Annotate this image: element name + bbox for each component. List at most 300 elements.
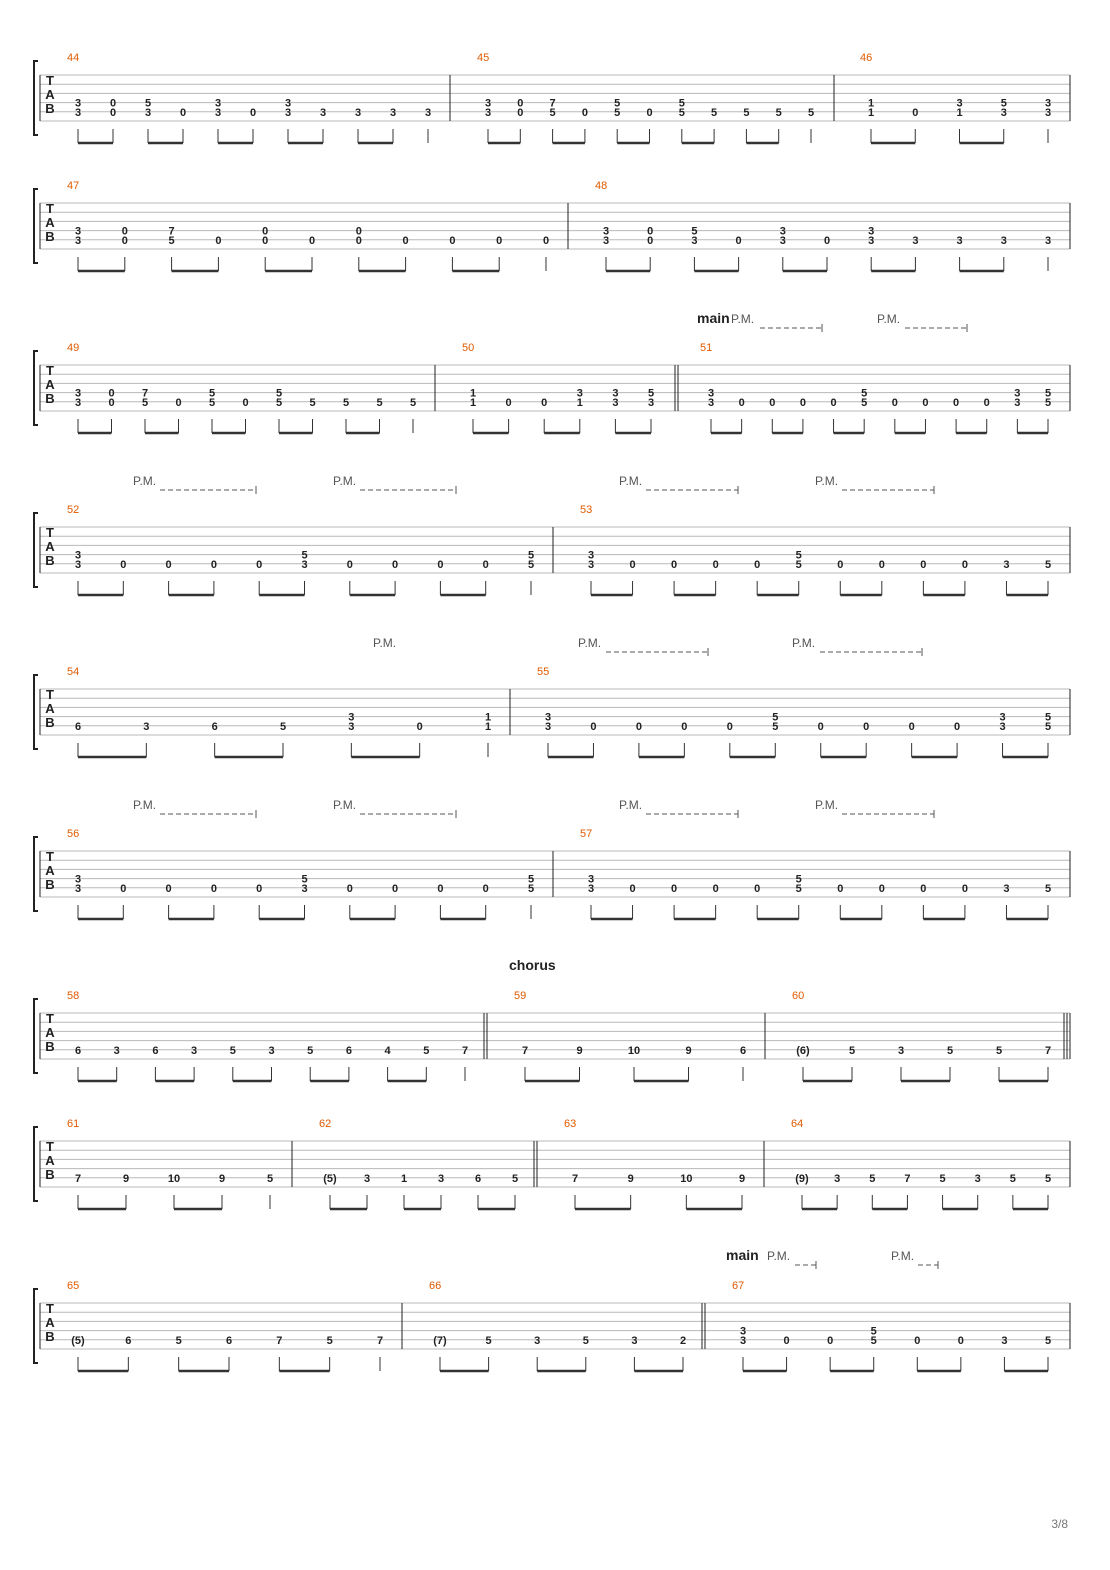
fret-number: 0 <box>754 882 761 895</box>
fret-number: 3 <box>389 106 397 119</box>
fret-number: 3 <box>1014 396 1021 409</box>
tab-clef-letter: B <box>45 391 55 406</box>
fret-number: 3 <box>868 234 875 247</box>
fret-number: 0 <box>954 720 961 733</box>
fret-number: 10 <box>167 1172 181 1185</box>
fret-number: 0 <box>120 882 127 895</box>
fret-number: 3 <box>1003 882 1010 895</box>
fret-number: 0 <box>914 1334 921 1347</box>
palm-mute-label: P.M. <box>731 312 755 326</box>
fret-number: 3 <box>484 106 492 119</box>
fret-number: 9 <box>685 1044 692 1057</box>
tab-system <box>34 474 1070 595</box>
fret-number: 3 <box>587 549 595 562</box>
fret-number: 1 <box>484 720 492 733</box>
fret-number: 3 <box>74 882 82 895</box>
fret-number: 3 <box>576 387 583 400</box>
fret-number: 7 <box>571 1172 579 1185</box>
fret-number: 1 <box>484 711 492 724</box>
fret-number: 5 <box>527 882 535 895</box>
fret-number: 0 <box>830 396 837 409</box>
tab-clef-letter: B <box>45 1329 55 1344</box>
fret-number: 0 <box>346 882 353 895</box>
measure-number: 58 <box>67 990 80 1002</box>
tab-clef-letter: B <box>45 1039 55 1054</box>
fret-number: 5 <box>208 387 216 400</box>
system-bracket <box>34 61 38 135</box>
fret-number: 5 <box>946 1044 954 1057</box>
fret-number: (7) <box>433 1334 447 1347</box>
fret-number: 5 <box>582 1334 589 1347</box>
fret-number: 0 <box>912 106 919 119</box>
measure-number: 65 <box>67 1280 80 1292</box>
fret-number: 3 <box>74 225 82 238</box>
fret-number: 5 <box>772 720 779 733</box>
fret-number: 5 <box>229 1044 236 1057</box>
measure-number: 50 <box>462 342 475 354</box>
fret-number: 3 <box>363 1172 371 1185</box>
tab-clef-letter: A <box>45 87 55 102</box>
fret-number: 0 <box>712 882 719 895</box>
fret-number: 0 <box>671 558 678 571</box>
fret-number: 3 <box>707 387 715 400</box>
fret-number: 5 <box>1044 882 1052 895</box>
fret-number: 0 <box>647 225 654 238</box>
fret-number: 0 <box>402 234 409 247</box>
fret-number: (5) <box>323 1172 337 1185</box>
tab-clef-letter: A <box>45 1025 55 1040</box>
fret-number: 3 <box>319 106 327 119</box>
fret-number: 3 <box>484 97 492 110</box>
fret-number: 5 <box>772 711 779 724</box>
fret-number: 7 <box>276 1334 283 1347</box>
palm-mute-label: P.M. <box>891 1249 915 1263</box>
fret-number: 5 <box>775 106 782 119</box>
fret-number: 3 <box>691 234 698 247</box>
system-bracket <box>34 675 38 749</box>
fret-number: 5 <box>301 873 308 886</box>
fret-number: 0 <box>961 882 968 895</box>
fret-number: 1 <box>956 106 963 119</box>
fret-number: 2 <box>679 1334 687 1347</box>
fret-number: 0 <box>863 720 870 733</box>
tab-system <box>34 1118 1070 1209</box>
palm-mute-label: P.M. <box>767 1249 791 1263</box>
fret-number: 6 <box>474 1172 482 1185</box>
fret-number: 0 <box>823 234 831 247</box>
fret-number: 5 <box>795 549 802 562</box>
fret-number: 5 <box>795 882 802 895</box>
tab-clef-letter: A <box>45 539 55 554</box>
tab-clef-letter: T <box>46 201 54 216</box>
fret-number: 1 <box>576 396 583 409</box>
fret-number: 0 <box>754 558 761 571</box>
tab-system <box>34 180 1070 271</box>
palm-mute-label: P.M. <box>619 474 643 488</box>
fret-number: 0 <box>121 234 128 247</box>
fret-number: 0 <box>726 720 733 733</box>
measure-number: 59 <box>514 990 527 1002</box>
fret-number: 3 <box>544 720 552 733</box>
fret-number: 5 <box>848 1044 856 1057</box>
fret-number: 5 <box>861 396 868 409</box>
fret-number: 5 <box>549 106 556 119</box>
measure-number: 56 <box>67 828 80 840</box>
fret-number: 5 <box>1044 711 1052 724</box>
fret-number: 3 <box>974 1172 981 1185</box>
measure-number: 60 <box>792 990 805 1002</box>
tab-clef-letter: B <box>45 715 55 730</box>
fret-number: 5 <box>141 396 149 409</box>
page-number: 3/8 <box>1051 1517 1068 1531</box>
fret-number: 0 <box>629 882 636 895</box>
fret-number: 5 <box>678 97 685 110</box>
fret-number: 0 <box>827 1334 834 1347</box>
fret-number: 5 <box>511 1172 519 1185</box>
fret-number: 0 <box>671 882 678 895</box>
fret-number: 5 <box>485 1334 492 1347</box>
fret-number: 7 <box>461 1044 469 1057</box>
fret-number: 9 <box>218 1172 226 1185</box>
fret-number: 3 <box>284 97 292 110</box>
fret-number: 7 <box>141 387 149 400</box>
system-bracket <box>34 513 38 587</box>
fret-number: 3 <box>214 106 222 119</box>
tab-clef-letter: T <box>46 363 54 378</box>
fret-number: 3 <box>602 234 610 247</box>
fret-number: 3 <box>631 1334 638 1347</box>
tab-clef-letter: B <box>45 1167 55 1182</box>
fret-number: 9 <box>122 1172 130 1185</box>
fret-number: 3 <box>1044 97 1052 110</box>
system-bracket <box>34 189 38 263</box>
fret-number: 6 <box>74 1044 82 1057</box>
fret-number: 5 <box>1044 1172 1052 1185</box>
fret-number: 5 <box>275 396 283 409</box>
fret-number: 0 <box>735 234 742 247</box>
fret-number: 3 <box>74 396 82 409</box>
fret-number: 0 <box>629 558 636 571</box>
measure-number: 45 <box>477 52 490 64</box>
fret-number: 0 <box>646 106 653 119</box>
fret-number: 0 <box>517 106 524 119</box>
fret-number: 3 <box>868 225 875 238</box>
measure-number: 64 <box>791 1118 804 1130</box>
fret-number: 3 <box>191 1044 198 1057</box>
measure-number: 53 <box>580 504 593 516</box>
tab-clef-letter: T <box>46 687 54 702</box>
tab-clef-letter: A <box>45 377 55 392</box>
tab-clef-letter: T <box>46 1011 54 1026</box>
fret-number: 5 <box>168 234 175 247</box>
fret-number: 7 <box>1044 1044 1052 1057</box>
fret-number: 6 <box>152 1044 159 1057</box>
system-bracket <box>34 351 38 425</box>
fret-number: 0 <box>392 558 399 571</box>
fret-number: (5) <box>71 1334 85 1347</box>
measure-number: 55 <box>537 666 550 678</box>
tab-clef-letter: B <box>45 229 55 244</box>
fret-number: 0 <box>482 558 489 571</box>
fret-number: 0 <box>355 234 362 247</box>
fret-number: 0 <box>541 396 548 409</box>
tab-system <box>34 310 1070 433</box>
tab-clef-letter: A <box>45 863 55 878</box>
fret-number: 1 <box>469 387 477 400</box>
fret-number: 3 <box>587 882 595 895</box>
fret-number: 5 <box>678 106 685 119</box>
section-label: chorus <box>509 957 556 973</box>
fret-number: 0 <box>957 1334 964 1347</box>
palm-mute-label: P.M. <box>792 636 816 650</box>
fret-number: 0 <box>799 396 806 409</box>
tab-clef-letter: T <box>46 73 54 88</box>
fret-number: (9) <box>795 1172 809 1185</box>
fret-number: 7 <box>376 1334 384 1347</box>
fret-number: 5 <box>266 1172 274 1185</box>
tab-system <box>34 52 1070 143</box>
fret-number: 3 <box>707 396 715 409</box>
fret-number: 0 <box>179 106 187 119</box>
fret-number: 5 <box>307 1044 314 1057</box>
fret-number: 5 <box>807 106 815 119</box>
fret-number: 10 <box>627 1044 641 1057</box>
fret-number: 5 <box>743 106 750 119</box>
fret-number: 3 <box>348 720 355 733</box>
fret-number: 3 <box>612 387 619 400</box>
fret-number: 9 <box>627 1172 634 1185</box>
fret-number: 3 <box>1000 106 1007 119</box>
fret-number: 3 <box>214 97 222 110</box>
fret-number: 3 <box>301 882 308 895</box>
fret-number: 5 <box>795 873 802 886</box>
fret-number: 5 <box>939 1172 946 1185</box>
fret-number: 5 <box>309 396 316 409</box>
fret-number: 7 <box>168 225 175 238</box>
fret-number: 0 <box>437 882 444 895</box>
fret-number: 0 <box>416 720 423 733</box>
fret-number: 0 <box>581 106 588 119</box>
measure-number: 44 <box>67 52 80 64</box>
fret-number: 7 <box>904 1172 911 1185</box>
fret-number: 0 <box>262 234 269 247</box>
fret-number: 5 <box>1000 97 1007 110</box>
fret-number: 3 <box>602 225 610 238</box>
fret-number: 9 <box>738 1172 746 1185</box>
fret-number: 0 <box>392 882 399 895</box>
fret-number: 1 <box>469 396 477 409</box>
fret-number: 0 <box>983 396 990 409</box>
fret-number: 0 <box>249 106 257 119</box>
fret-number: 5 <box>326 1334 333 1347</box>
fret-number: 0 <box>837 882 844 895</box>
fret-number: 5 <box>870 1325 877 1338</box>
fret-number: 5 <box>279 720 287 733</box>
fret-number: 0 <box>920 882 927 895</box>
tab-clef-letter: T <box>46 1139 54 1154</box>
fret-number: 0 <box>121 225 128 238</box>
fret-number: 3 <box>424 106 432 119</box>
fret-number: 3 <box>113 1044 120 1057</box>
fret-number: 3 <box>1000 234 1007 247</box>
fret-number: 0 <box>262 225 269 238</box>
fret-number: 0 <box>242 396 249 409</box>
fret-number: 0 <box>165 558 172 571</box>
fret-number: 0 <box>647 234 654 247</box>
fret-number: 5 <box>275 387 283 400</box>
fret-number: 3 <box>284 106 292 119</box>
fret-number: 3 <box>956 97 963 110</box>
system-bracket <box>34 1289 38 1363</box>
fret-number: 3 <box>143 720 150 733</box>
tab-system <box>34 636 1070 757</box>
fret-number: 5 <box>208 396 216 409</box>
fret-number: 0 <box>256 882 263 895</box>
measure-number: 52 <box>67 504 80 516</box>
fret-number: 3 <box>1044 234 1052 247</box>
fret-number: 5 <box>175 1334 182 1347</box>
fret-number: 0 <box>256 558 263 571</box>
fret-number: 0 <box>542 234 550 247</box>
fret-number: 3 <box>999 720 1006 733</box>
fret-number: 5 <box>144 97 152 110</box>
fret-number: 0 <box>891 396 898 409</box>
tab-system <box>34 798 1070 919</box>
measure-number: 67 <box>732 1280 745 1292</box>
fret-number: 6 <box>74 720 82 733</box>
palm-mute-label: P.M. <box>133 798 157 812</box>
measure-number: 46 <box>860 52 873 64</box>
fret-number: 0 <box>769 396 776 409</box>
fret-number: 0 <box>908 720 915 733</box>
fret-number: 3 <box>1014 387 1021 400</box>
fret-number: 0 <box>496 234 503 247</box>
fret-number: 3 <box>74 558 82 571</box>
tab-clef-letter: A <box>45 1315 55 1330</box>
palm-mute-label: P.M. <box>578 636 602 650</box>
fret-number: 3 <box>74 106 82 119</box>
fret-number: 3 <box>544 711 552 724</box>
fret-number: 5 <box>527 549 535 562</box>
fret-number: 5 <box>861 387 868 400</box>
measure-number: 57 <box>580 828 593 840</box>
fret-number: 0 <box>108 396 115 409</box>
system-bracket <box>34 837 38 911</box>
fret-number: 6 <box>125 1334 132 1347</box>
fret-number: 1 <box>867 106 875 119</box>
tab-clef-letter: B <box>45 877 55 892</box>
fret-number: 0 <box>346 558 353 571</box>
fret-number: 3 <box>739 1334 747 1347</box>
fret-number: 7 <box>549 97 556 110</box>
tab-clef-letter: T <box>46 849 54 864</box>
fret-number: 3 <box>612 396 619 409</box>
fret-number: 0 <box>308 234 316 247</box>
palm-mute-label: P.M. <box>333 474 357 488</box>
system-bracket <box>34 999 38 1073</box>
palm-mute-label: P.M. <box>815 798 839 812</box>
tab-system <box>34 1247 1070 1371</box>
fret-number: 0 <box>953 396 960 409</box>
fret-number: 0 <box>590 720 597 733</box>
fret-number: 5 <box>376 396 383 409</box>
fret-number: 0 <box>961 558 968 571</box>
fret-number: 0 <box>505 396 512 409</box>
measure-number: 54 <box>67 666 80 678</box>
palm-mute-label: P.M. <box>133 474 157 488</box>
section-label: main <box>697 310 730 326</box>
fret-number: 0 <box>783 1334 790 1347</box>
fret-number: 0 <box>449 234 456 247</box>
measure-number: 62 <box>319 1118 332 1130</box>
tab-clef-letter: A <box>45 215 55 230</box>
fret-number: 3 <box>301 558 308 571</box>
fret-number: 5 <box>711 106 718 119</box>
fret-number: 0 <box>215 234 222 247</box>
fret-number: 0 <box>109 106 117 119</box>
fret-number: 3 <box>999 711 1006 724</box>
fret-number: 0 <box>109 97 117 110</box>
measure-number: 51 <box>700 342 713 354</box>
palm-mute-label: P.M. <box>619 798 643 812</box>
palm-mute-label: P.M. <box>373 636 397 650</box>
measure-number: 49 <box>67 342 80 354</box>
fret-number: 5 <box>1044 396 1052 409</box>
fret-number: 3 <box>74 97 82 110</box>
fret-number: 3 <box>74 873 82 886</box>
fret-number: 3 <box>779 225 786 238</box>
fret-number: 0 <box>517 97 524 110</box>
fret-number: 3 <box>834 1172 841 1185</box>
fret-number: 7 <box>521 1044 529 1057</box>
palm-mute-label: P.M. <box>877 312 901 326</box>
palm-mute-label: P.M. <box>333 798 357 812</box>
fret-number: 0 <box>920 558 927 571</box>
fret-number: 0 <box>210 558 217 571</box>
fret-number: 5 <box>409 396 417 409</box>
fret-number: 9 <box>576 1044 583 1057</box>
fret-number: 3 <box>587 558 595 571</box>
fret-number: 0 <box>922 396 929 409</box>
fret-number: 4 <box>384 1044 391 1057</box>
fret-number: 5 <box>614 106 621 119</box>
fret-number: 5 <box>870 1334 877 1347</box>
fret-number: 6 <box>225 1334 233 1347</box>
fret-number: 5 <box>527 558 535 571</box>
fret-number: 3 <box>912 234 919 247</box>
fret-number: 1 <box>867 97 875 110</box>
fret-number: 5 <box>527 873 535 886</box>
fret-number: 7 <box>74 1172 82 1185</box>
tab-clef-letter: A <box>45 701 55 716</box>
fret-number: 3 <box>779 234 786 247</box>
fret-number: 0 <box>817 720 824 733</box>
fret-number: 3 <box>354 106 362 119</box>
measure-number: 48 <box>595 180 608 192</box>
fret-number: 5 <box>795 558 802 571</box>
fret-number: 0 <box>355 225 362 238</box>
section-label: main <box>726 1247 759 1263</box>
tab-system <box>34 957 1070 1081</box>
tab-clef-letter: A <box>45 1153 55 1168</box>
fret-number: 5 <box>1044 387 1052 400</box>
fret-number: 3 <box>1001 1334 1008 1347</box>
fret-number: (6) <box>796 1044 810 1057</box>
fret-number: 3 <box>268 1044 275 1057</box>
fret-number: 5 <box>342 396 350 409</box>
tab-clef-letter: B <box>45 553 55 568</box>
tab-clef-letter: T <box>46 1301 54 1316</box>
